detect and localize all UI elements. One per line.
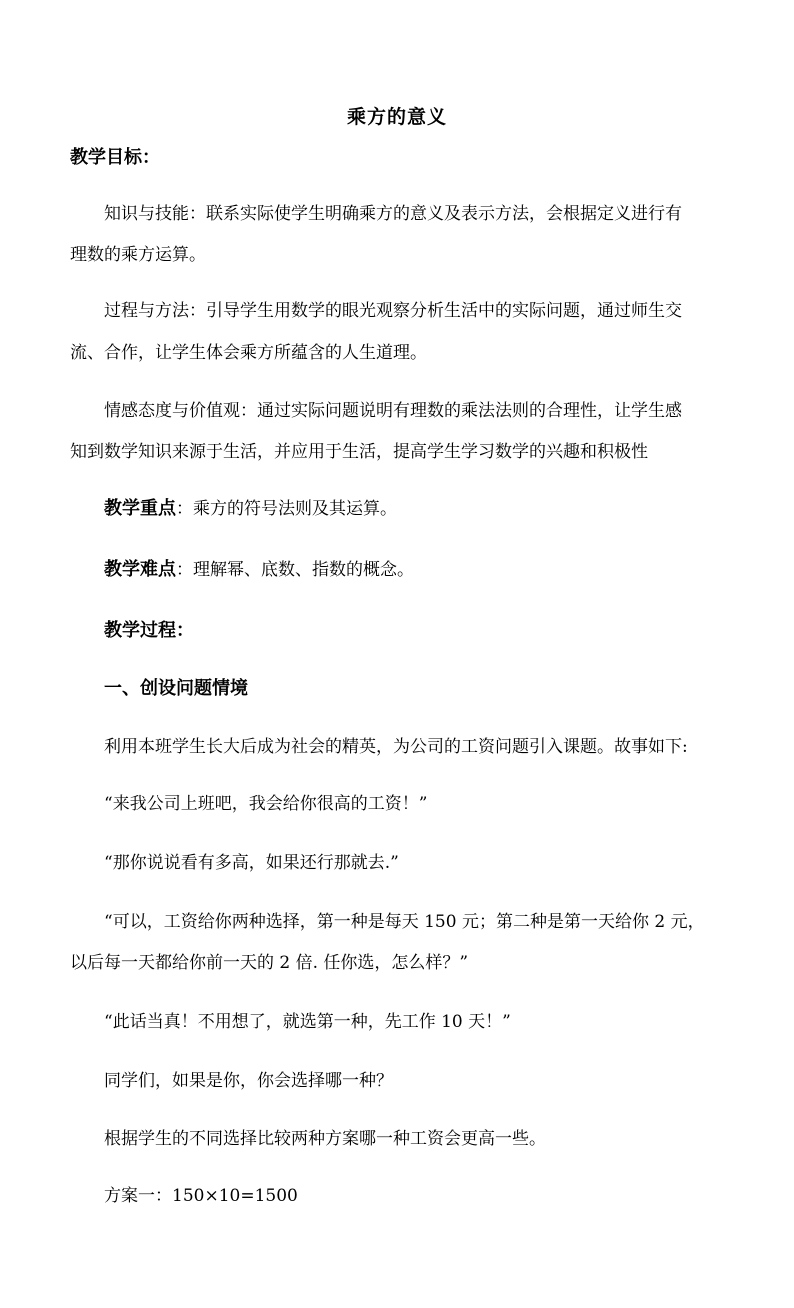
plan-1: 方案一：150×10=1500 <box>104 1186 298 1206</box>
process-heading: 教学过程： <box>104 620 194 641</box>
emotion-values-line2: 知到数学知识来源于生活，并应用于生活，提高学生学习数学的兴趣和积极性 <box>70 442 648 462</box>
process-method-line2: 流、合作，让学生体会乘方所蕴含的人生道理。 <box>70 343 427 363</box>
difficult-point <box>104 559 414 581</box>
question-paragraph: 同学们，如果是你，你会选择哪一种？ <box>104 1071 393 1091</box>
key-point-text: ：乘方的符号法则及其运算。 <box>176 499 397 519</box>
quote-4: “此话当真！不用想了，就选第一种，先工作 10 天！” <box>104 1012 511 1032</box>
difficult-point-text: ：理解幂、底数、指数的概念。 <box>176 560 414 580</box>
quote-3-line1: “可以，工资给你两种选择，第一种是每天 150 元；第二种是第一天给你 2 元， <box>104 912 705 932</box>
knowledge-skill-line1: 知识与技能：联系实际使学生明确乘方的意义及表示方法，会根据定义进行有 <box>104 204 682 224</box>
process-method-line1: 过程与方法：引导学生用数学的眼光观察分析生活中的实际问题，通过师生交 <box>104 301 682 321</box>
quote-3-line2: 以后每一天都给你前一天的 2 倍. 任你选，怎么样？” <box>70 953 469 973</box>
quote-2: “那你说说看有多高，如果还行那就去.” <box>104 853 399 873</box>
key-point <box>104 498 397 520</box>
difficult-point-label: 教学难点 <box>104 559 176 580</box>
document-title: 乘方的意义 <box>346 106 447 128</box>
section1-heading: 一、创设问题情境 <box>104 678 248 699</box>
objectives-heading: 教学目标： <box>70 147 160 168</box>
emotion-values-line1: 情感态度与价值观：通过实际问题说明有理数的乘法法则的合理性，让学生感 <box>104 401 682 421</box>
knowledge-skill-line2: 理数的乘方运算。 <box>70 245 206 265</box>
quote-1: “来我公司上班吧，我会给你很高的工资！” <box>104 794 428 814</box>
intro-paragraph: 利用本班学生长大后成为社会的精英，为公司的工资问题引入课题。故事如下: <box>104 737 688 757</box>
key-point-label: 教学重点 <box>104 498 176 519</box>
compare-paragraph: 根据学生的不同选择比较两种方案哪一种工资会更高一些。 <box>104 1129 546 1149</box>
